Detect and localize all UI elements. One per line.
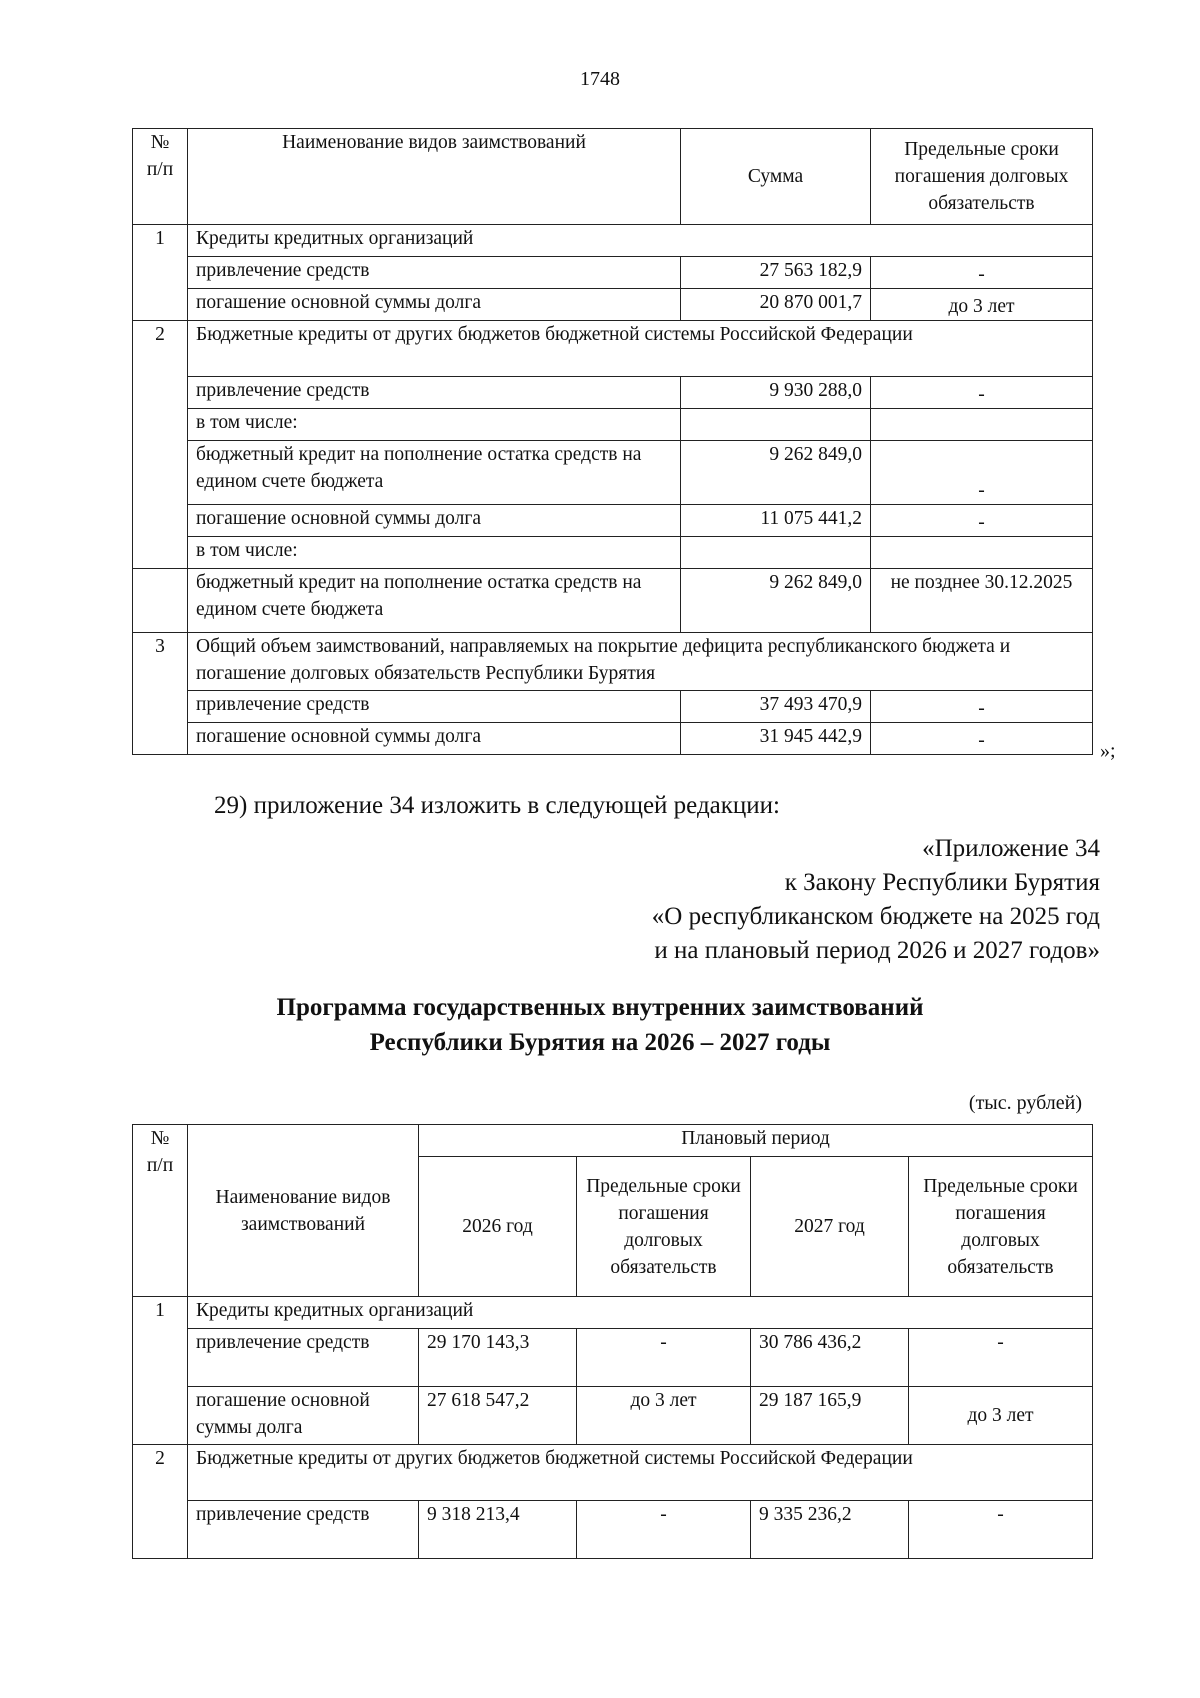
row-sum: 9 262 849,0 [681, 441, 871, 505]
row-name: в том числе: [188, 409, 681, 441]
row-term: до 3 лет [871, 289, 1093, 321]
row-term [871, 409, 1093, 441]
row-term: - [871, 505, 1093, 537]
row-term [871, 537, 1093, 569]
row-term: - [871, 441, 1093, 505]
row-term: - [871, 257, 1093, 289]
closing-quote: »; [1100, 740, 1116, 762]
row-term: - [871, 377, 1093, 409]
page-number: 1748 [580, 68, 620, 90]
row-value-2027: 9 335 236,2 [751, 1501, 909, 1559]
table-row [133, 289, 1093, 321]
row-number: 3 [133, 633, 188, 755]
row-name: привлечение средств [188, 257, 681, 289]
row-value-2026: 29 170 143,3 [419, 1329, 577, 1387]
row-number: 1 [133, 225, 188, 321]
title-line: Республики Бурятия на 2026 – 2027 годы [369, 1029, 831, 1056]
header-num: № п/п [133, 129, 188, 225]
section-row [133, 1445, 1093, 1501]
table-row [133, 1329, 1093, 1387]
header-terms-2027: Предельные сроки погашения долговых обязательств [909, 1157, 1093, 1297]
row-number: 1 [133, 1297, 188, 1445]
header-planning-period: Плановый период [419, 1125, 1093, 1157]
row-number: 2 [133, 1445, 188, 1559]
document-title [0, 990, 1200, 1060]
units-label: (тыс. рублей) [968, 1092, 1082, 1114]
row-term-2026: до 3 лет [577, 1387, 751, 1445]
row-term-2027: до 3 лет [909, 1387, 1093, 1445]
table-row [133, 537, 1093, 569]
borrowings-table-2025 [132, 128, 1093, 755]
row-sum: 9 930 288,0 [681, 377, 871, 409]
row-sum [681, 537, 871, 569]
table-row [133, 441, 1093, 505]
table-row [133, 723, 1093, 755]
row-value-2026: 9 318 213,4 [419, 1501, 577, 1559]
appendix-line: «Приложение 34 [922, 835, 1100, 862]
table-row [133, 1387, 1093, 1445]
row-term-2026: - [577, 1501, 751, 1559]
section-row [133, 225, 1093, 257]
row-sum [681, 409, 871, 441]
table-header-row [133, 1125, 1093, 1157]
header-terms: Предельные сроки погашения долговых обязательств [871, 129, 1093, 225]
section-title: Кредиты кредитных организаций [188, 225, 1093, 257]
table-row [133, 691, 1093, 723]
row-number-empty [133, 569, 188, 633]
title-line: Программа государственных внутренних заимствований [276, 994, 924, 1021]
section-title: Кредиты кредитных организаций [188, 1297, 1093, 1329]
row-name: погашение основной суммы долга [188, 723, 681, 755]
borrowings-table-2026-2027 [132, 1124, 1093, 1559]
row-name: погашение основной суммы долга [188, 289, 681, 321]
section-row [133, 321, 1093, 377]
row-term: - [871, 723, 1093, 755]
row-number: 2 [133, 321, 188, 569]
row-sum: 11 075 441,2 [681, 505, 871, 537]
appendix-heading [652, 832, 1100, 968]
row-sum: 27 563 182,9 [681, 257, 871, 289]
row-name: привлечение средств [188, 1329, 419, 1387]
header-sum: Сумма [681, 129, 871, 225]
row-value-2027: 29 187 165,9 [751, 1387, 909, 1445]
row-name: привлечение средств [188, 1501, 419, 1559]
row-name: привлечение средств [188, 691, 681, 723]
table-row [133, 569, 1093, 633]
row-name: в том числе: [188, 537, 681, 569]
row-name: погашение основной суммы долга [188, 505, 681, 537]
row-name: привлечение средств [188, 377, 681, 409]
appendix-line: к Закону Республики Бурятия [784, 869, 1100, 896]
amendment-item-29: 29) приложение 34 изложить в следующей редакции: [214, 792, 780, 819]
header-terms-2026: Предельные сроки погашения долговых обязательств [577, 1157, 751, 1297]
row-term: не позднее 30.12.2025 [871, 569, 1093, 633]
row-value-2027: 30 786 436,2 [751, 1329, 909, 1387]
table-row [133, 505, 1093, 537]
table-row [133, 257, 1093, 289]
table-row [133, 409, 1093, 441]
header-year-2027: 2027 год [751, 1157, 909, 1297]
row-term-2027: - [909, 1501, 1093, 1559]
table-row [133, 377, 1093, 409]
row-term-2026: - [577, 1329, 751, 1387]
row-name: бюджетный кредит на пополнение остатка средств на едином счете бюджета [188, 569, 681, 633]
row-name: погашение основной суммы долга [188, 1387, 419, 1445]
table-row [133, 1501, 1093, 1559]
appendix-line: «О республиканском бюджете на 2025 год [651, 903, 1100, 930]
table-header-row [133, 129, 1093, 225]
header-name: Наименование видов заимствований [188, 129, 681, 225]
row-sum: 20 870 001,7 [681, 289, 871, 321]
row-sum: 37 493 470,9 [681, 691, 871, 723]
section-title: Бюджетные кредиты от других бюджетов бюджетной системы Российской Федерации [188, 321, 1093, 377]
row-value-2026: 27 618 547,2 [419, 1387, 577, 1445]
section-row [133, 1297, 1093, 1329]
section-row [133, 633, 1093, 691]
row-name: бюджетный кредит на пополнение остатка средств на едином счете бюджета [188, 441, 681, 505]
row-term: - [871, 691, 1093, 723]
header-num: № п/п [133, 1125, 188, 1297]
section-title: Бюджетные кредиты от других бюджетов бюджетной системы Российской Федерации [188, 1445, 1093, 1501]
row-sum: 9 262 849,0 [681, 569, 871, 633]
section-title: Общий объем заимствований, направляемых на покрытие дефицита республиканского бюджета и погашение долговых обязательств Республики Бурятия [188, 633, 1093, 691]
header-name: Наименование видов заимствований [188, 1125, 419, 1297]
header-year-2026: 2026 год [419, 1157, 577, 1297]
row-sum: 31 945 442,9 [681, 723, 871, 755]
row-term-2027: - [909, 1329, 1093, 1387]
appendix-line: и на плановый период 2026 и 2027 годов» [654, 937, 1100, 964]
